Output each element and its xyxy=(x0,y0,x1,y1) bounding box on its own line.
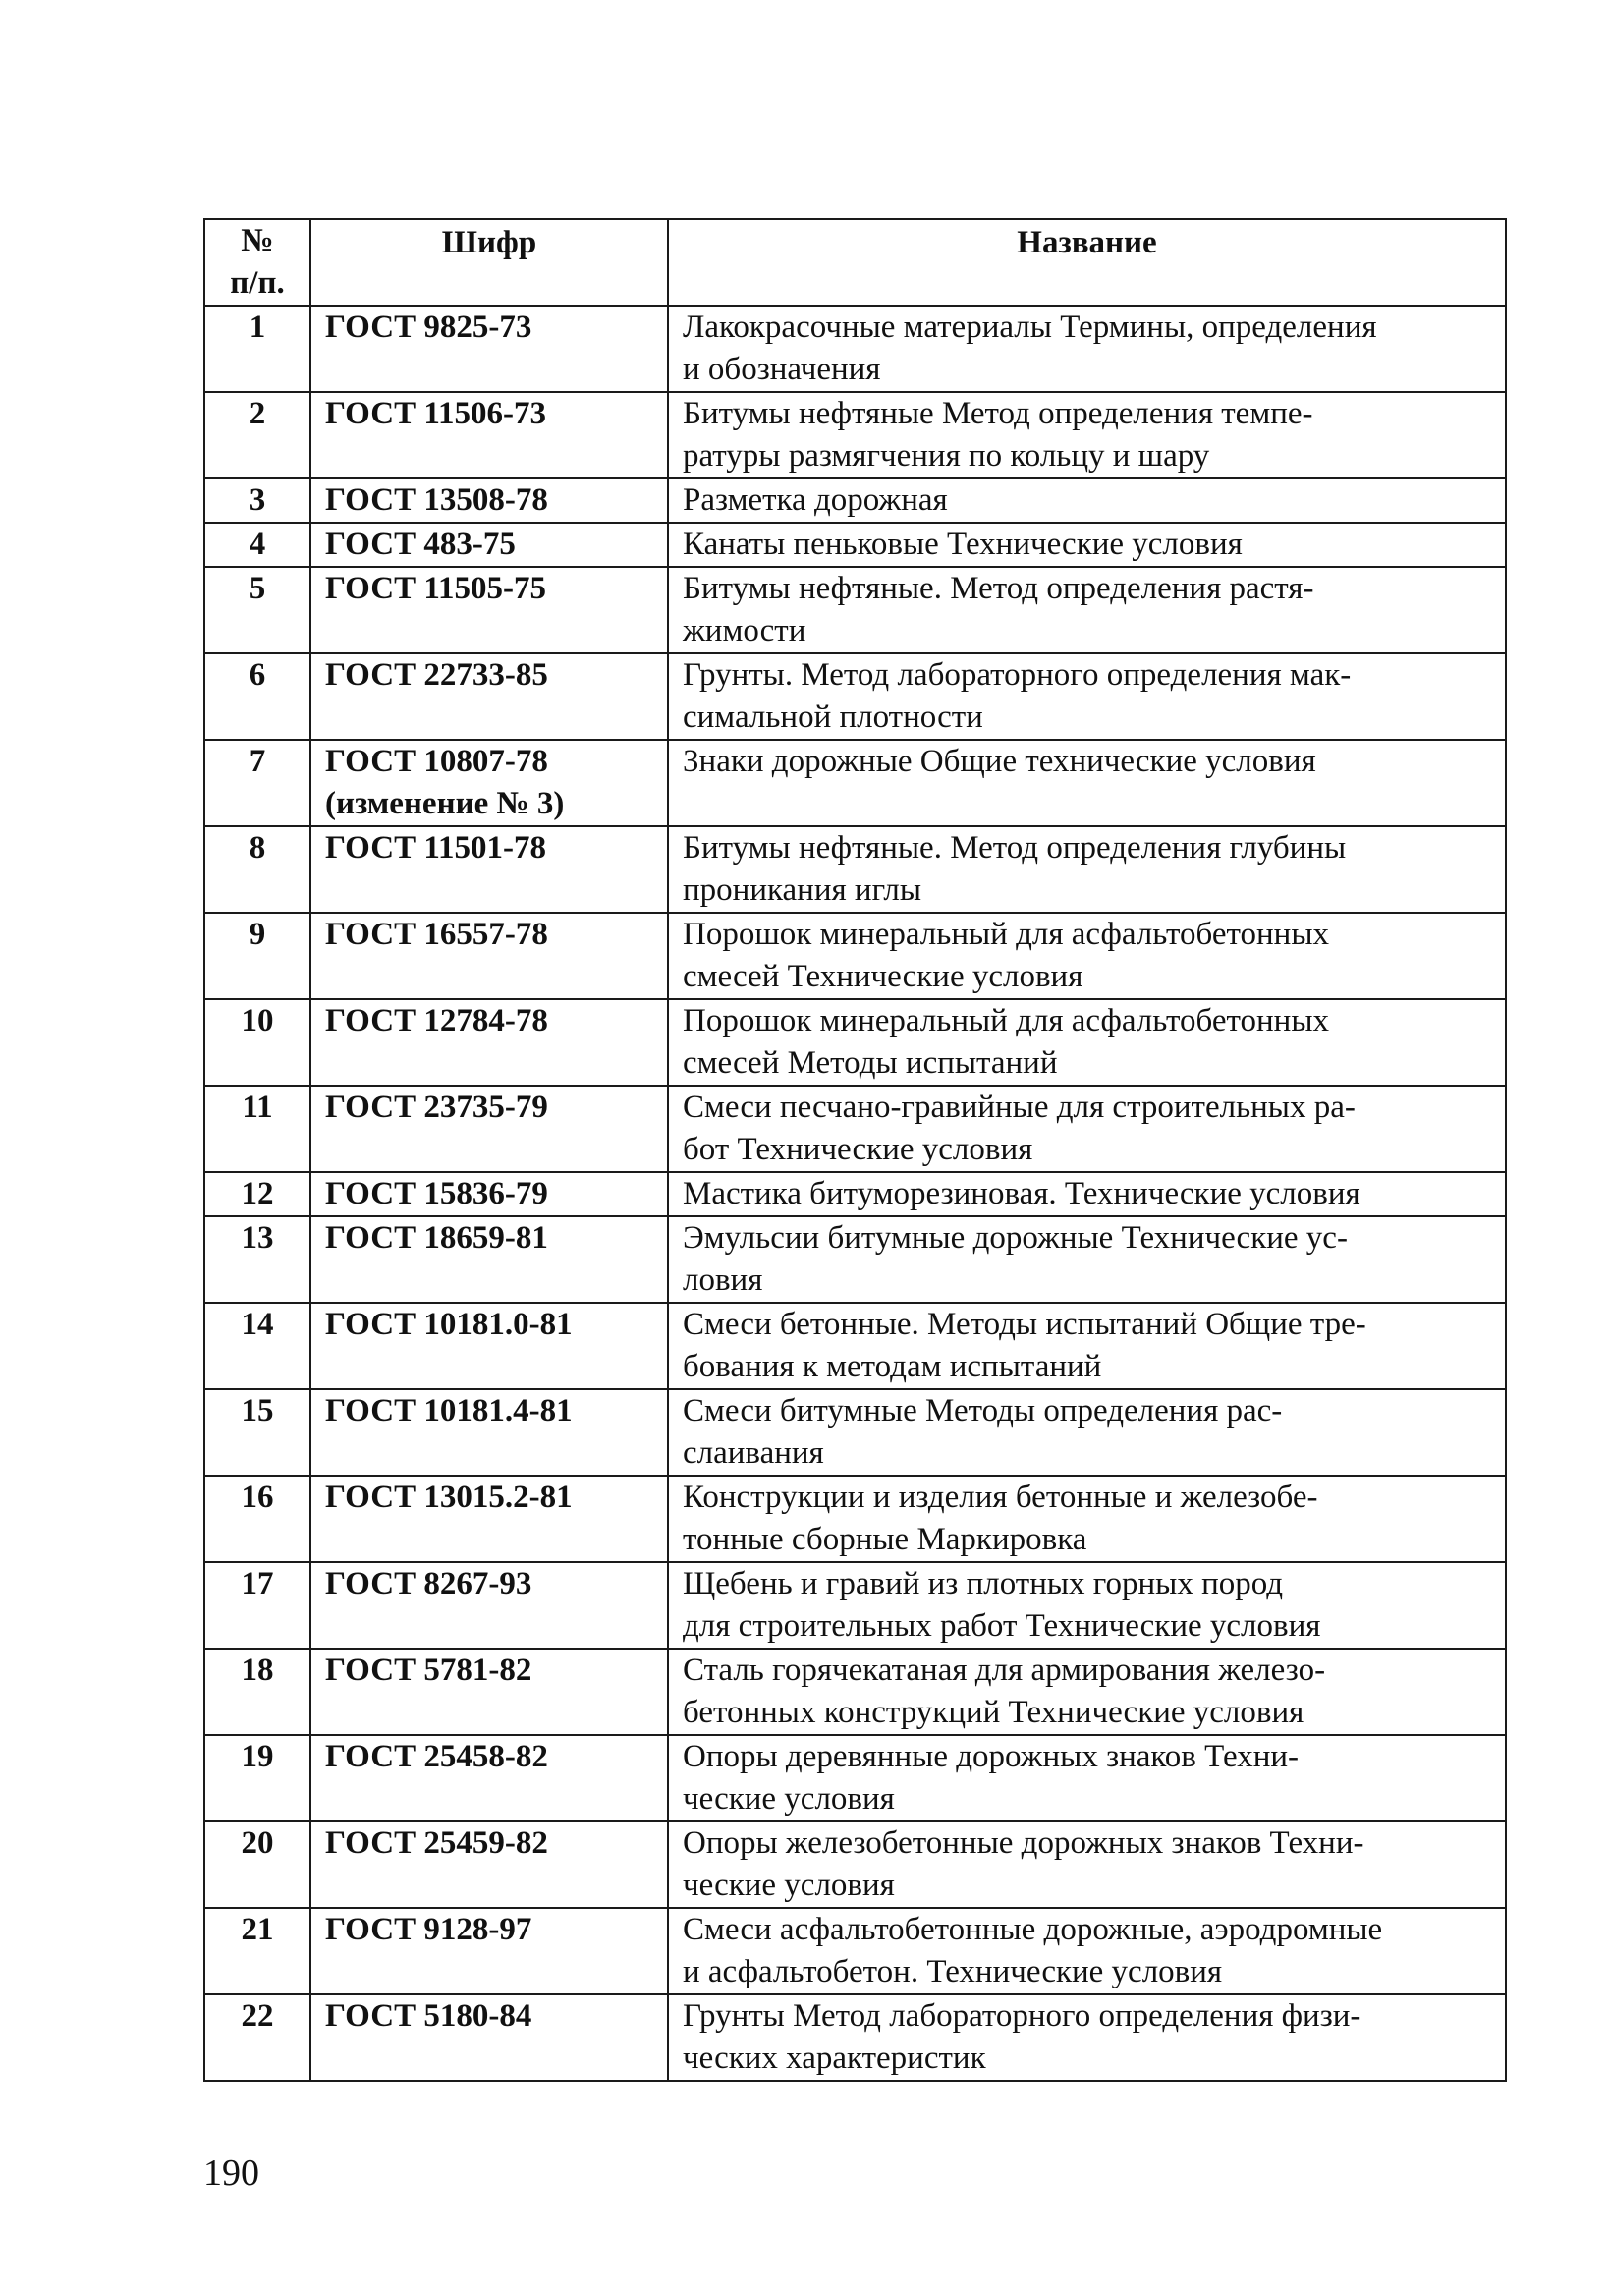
table-row xyxy=(204,392,1506,478)
row-name-line: Порошок минеральный для асфальтобетонных xyxy=(683,1003,1330,1038)
row-name-line: Сталь горячекатаная для армирования железо- xyxy=(683,1652,1326,1688)
gost-standards-table xyxy=(203,218,1507,2082)
row-code-line: ГОСТ 5180-84 xyxy=(325,1998,532,2034)
row-code xyxy=(310,913,668,999)
row-name xyxy=(668,999,1506,1086)
row-code xyxy=(310,740,668,826)
row-name-line: Грунты Метод лабораторного определения физи- xyxy=(683,1998,1361,2034)
row-name-line: Смеси битумные Методы определения рас- xyxy=(683,1393,1283,1428)
row-name xyxy=(668,1821,1506,1908)
row-name xyxy=(668,1086,1506,1172)
row-name xyxy=(668,1216,1506,1303)
row-name xyxy=(668,826,1506,913)
row-code-line: ГОСТ 16557-78 xyxy=(325,917,548,952)
row-number: 17 xyxy=(204,1562,310,1649)
row-code-line: ГОСТ 483-75 xyxy=(325,527,516,562)
row-number: 21 xyxy=(204,1908,310,1994)
row-code xyxy=(310,523,668,567)
row-number: 19 xyxy=(204,1735,310,1821)
row-name-line: Лакокрасочные материалы Термины, определения xyxy=(683,309,1377,345)
row-number: 20 xyxy=(204,1821,310,1908)
table-row xyxy=(204,1303,1506,1389)
row-number: 22 xyxy=(204,1994,310,2081)
row-code-line: ГОСТ 5781-82 xyxy=(325,1652,532,1688)
row-code xyxy=(310,653,668,740)
row-name-line: Опоры железобетонные дорожных знаков Техни- xyxy=(683,1825,1364,1861)
row-number: 2 xyxy=(204,392,310,478)
row-code-line: ГОСТ 11505-75 xyxy=(325,571,547,606)
row-code xyxy=(310,1389,668,1476)
row-number: 8 xyxy=(204,826,310,913)
table-row xyxy=(204,306,1506,392)
row-number: 16 xyxy=(204,1476,310,1562)
row-name-line: смесей Технические условия xyxy=(683,959,1083,994)
table-row xyxy=(204,523,1506,567)
table-row xyxy=(204,1994,1506,2081)
row-code-line: ГОСТ 22733-85 xyxy=(325,657,548,693)
row-number: 1 xyxy=(204,306,310,392)
row-code-line: ГОСТ 25459-82 xyxy=(325,1825,548,1861)
table-row xyxy=(204,567,1506,653)
row-name-line: ческих характеристик xyxy=(683,2041,986,2076)
row-code-line: ГОСТ 10181.4-81 xyxy=(325,1393,573,1428)
row-name-line: бот Технические условия xyxy=(683,1132,1033,1167)
row-name-line: ческие условия xyxy=(683,1868,895,1903)
row-name-line: Смеси асфальтобетонные дорожные, аэродромные xyxy=(683,1912,1383,1947)
table-body xyxy=(204,306,1506,2081)
row-code xyxy=(310,1086,668,1172)
table-row xyxy=(204,913,1506,999)
row-name xyxy=(668,1994,1506,2081)
row-name-line: проникания иглы xyxy=(683,872,922,908)
row-code-line: ГОСТ 12784-78 xyxy=(325,1003,548,1038)
row-code-line: (изменение № 3) xyxy=(325,786,565,821)
row-name xyxy=(668,523,1506,567)
table-row xyxy=(204,1562,1506,1649)
row-number: 3 xyxy=(204,478,310,523)
row-name xyxy=(668,1476,1506,1562)
row-name xyxy=(668,306,1506,392)
row-number: 5 xyxy=(204,567,310,653)
row-code xyxy=(310,306,668,392)
row-number: 13 xyxy=(204,1216,310,1303)
row-code-line: ГОСТ 10807-78 xyxy=(325,744,548,779)
row-code xyxy=(310,1821,668,1908)
row-name-line: смесей Методы испытаний xyxy=(683,1045,1058,1081)
row-code-line: ГОСТ 13015.2-81 xyxy=(325,1480,573,1515)
row-number: 7 xyxy=(204,740,310,826)
row-name xyxy=(668,1172,1506,1216)
header-name xyxy=(668,219,1506,306)
row-code-line: ГОСТ 8267-93 xyxy=(325,1566,532,1601)
row-name-line: Канаты пеньковые Технические условия xyxy=(683,527,1243,562)
row-name xyxy=(668,392,1506,478)
row-code xyxy=(310,1172,668,1216)
row-name-line: ческие условия xyxy=(683,1781,895,1817)
row-number: 6 xyxy=(204,653,310,740)
header-number-line1: № xyxy=(241,223,274,258)
row-name-line: Эмульсии битумные дорожные Технические ус- xyxy=(683,1220,1348,1256)
row-code-line: ГОСТ 11506-73 xyxy=(325,396,547,431)
row-name-line: Битумы нефтяные Метод определения темпе- xyxy=(683,396,1313,431)
row-name-line: симальной плотности xyxy=(683,700,983,735)
page-number: 190 xyxy=(203,2153,259,2194)
row-code xyxy=(310,999,668,1086)
header-number-line2: п/п. xyxy=(230,265,285,301)
row-code xyxy=(310,826,668,913)
row-name-line: Битумы нефтяные. Метод определения глубины xyxy=(683,830,1347,866)
table-row xyxy=(204,1086,1506,1172)
row-code-line: ГОСТ 18659-81 xyxy=(325,1220,548,1256)
row-number: 14 xyxy=(204,1303,310,1389)
row-name xyxy=(668,1562,1506,1649)
row-name-line: ратуры размягчения по кольцу и шару xyxy=(683,438,1210,474)
table-header xyxy=(204,219,1506,306)
table-row xyxy=(204,1476,1506,1562)
row-code-line: ГОСТ 15836-79 xyxy=(325,1176,548,1211)
row-number: 9 xyxy=(204,913,310,999)
row-name xyxy=(668,1303,1506,1389)
header-code-label: Шифр xyxy=(441,225,537,260)
table-row xyxy=(204,740,1506,826)
row-name-line: бования к методам испытаний xyxy=(683,1349,1102,1384)
row-name xyxy=(668,913,1506,999)
row-name xyxy=(668,1389,1506,1476)
table-row xyxy=(204,1649,1506,1735)
table-row xyxy=(204,1735,1506,1821)
row-name xyxy=(668,1908,1506,1994)
row-name-line: Порошок минеральный для асфальтобетонных xyxy=(683,917,1330,952)
row-code xyxy=(310,392,668,478)
header-number xyxy=(204,219,310,306)
row-name-line: Щебень и гравий из плотных горных пород xyxy=(683,1566,1284,1601)
row-name-line: и асфальтобетон. Технические условия xyxy=(683,1954,1223,1989)
row-name xyxy=(668,1735,1506,1821)
row-number: 10 xyxy=(204,999,310,1086)
row-name-line: Битумы нефтяные. Метод определения растя- xyxy=(683,571,1314,606)
row-code xyxy=(310,1908,668,1994)
row-name-line: Конструкции и изделия бетонные и железобе- xyxy=(683,1480,1318,1515)
row-name-line: Смеси бетонные. Методы испытаний Общие тре- xyxy=(683,1307,1366,1342)
row-number: 18 xyxy=(204,1649,310,1735)
row-name-line: Мастика битуморезиновая. Технические условия xyxy=(683,1176,1360,1211)
row-code xyxy=(310,1303,668,1389)
header-code xyxy=(310,219,668,306)
row-code-line: ГОСТ 23735-79 xyxy=(325,1090,548,1125)
row-name xyxy=(668,653,1506,740)
row-name-line: слаивания xyxy=(683,1435,824,1471)
row-number: 11 xyxy=(204,1086,310,1172)
table-row xyxy=(204,1172,1506,1216)
row-code-line: ГОСТ 9825-73 xyxy=(325,309,532,345)
row-name xyxy=(668,1649,1506,1735)
row-name-line: тонные сборные Маркировка xyxy=(683,1522,1087,1557)
row-number: 15 xyxy=(204,1389,310,1476)
row-code xyxy=(310,1649,668,1735)
row-code xyxy=(310,1216,668,1303)
row-number: 4 xyxy=(204,523,310,567)
row-code xyxy=(310,478,668,523)
row-name-line: и обозначения xyxy=(683,352,881,387)
row-code-line: ГОСТ 13508-78 xyxy=(325,482,548,518)
table-row xyxy=(204,1216,1506,1303)
row-code-line: ГОСТ 11501-78 xyxy=(325,830,547,866)
row-name-line: Грунты. Метод лабораторного определения мак- xyxy=(683,657,1352,693)
table-row xyxy=(204,653,1506,740)
row-name-line: жимости xyxy=(683,613,806,648)
table-row xyxy=(204,999,1506,1086)
table-row xyxy=(204,1821,1506,1908)
row-name-line: Смеси песчано-гравийные для строительных ра- xyxy=(683,1090,1356,1125)
row-code xyxy=(310,1994,668,2081)
row-name-line: бетонных конструкций Технические условия xyxy=(683,1695,1304,1730)
table-row xyxy=(204,1908,1506,1994)
row-code-line: ГОСТ 25458-82 xyxy=(325,1739,548,1774)
table-row xyxy=(204,478,1506,523)
row-name xyxy=(668,567,1506,653)
row-name-line: для строительных работ Технические условия xyxy=(683,1608,1321,1644)
row-code xyxy=(310,1476,668,1562)
row-name xyxy=(668,740,1506,826)
row-name-line: Знаки дорожные Общие технические условия xyxy=(683,744,1316,779)
table-row xyxy=(204,1389,1506,1476)
row-code xyxy=(310,567,668,653)
row-name-line: ловия xyxy=(683,1262,763,1298)
row-name-line: Разметка дорожная xyxy=(683,482,948,518)
row-name-line: Опоры деревянные дорожных знаков Техни- xyxy=(683,1739,1300,1774)
row-code xyxy=(310,1562,668,1649)
row-name xyxy=(668,478,1506,523)
row-number: 12 xyxy=(204,1172,310,1216)
row-code-line: ГОСТ 10181.0-81 xyxy=(325,1307,573,1342)
row-code-line: ГОСТ 9128-97 xyxy=(325,1912,532,1947)
header-name-label: Название xyxy=(1017,225,1157,260)
table-row xyxy=(204,826,1506,913)
row-code xyxy=(310,1735,668,1821)
